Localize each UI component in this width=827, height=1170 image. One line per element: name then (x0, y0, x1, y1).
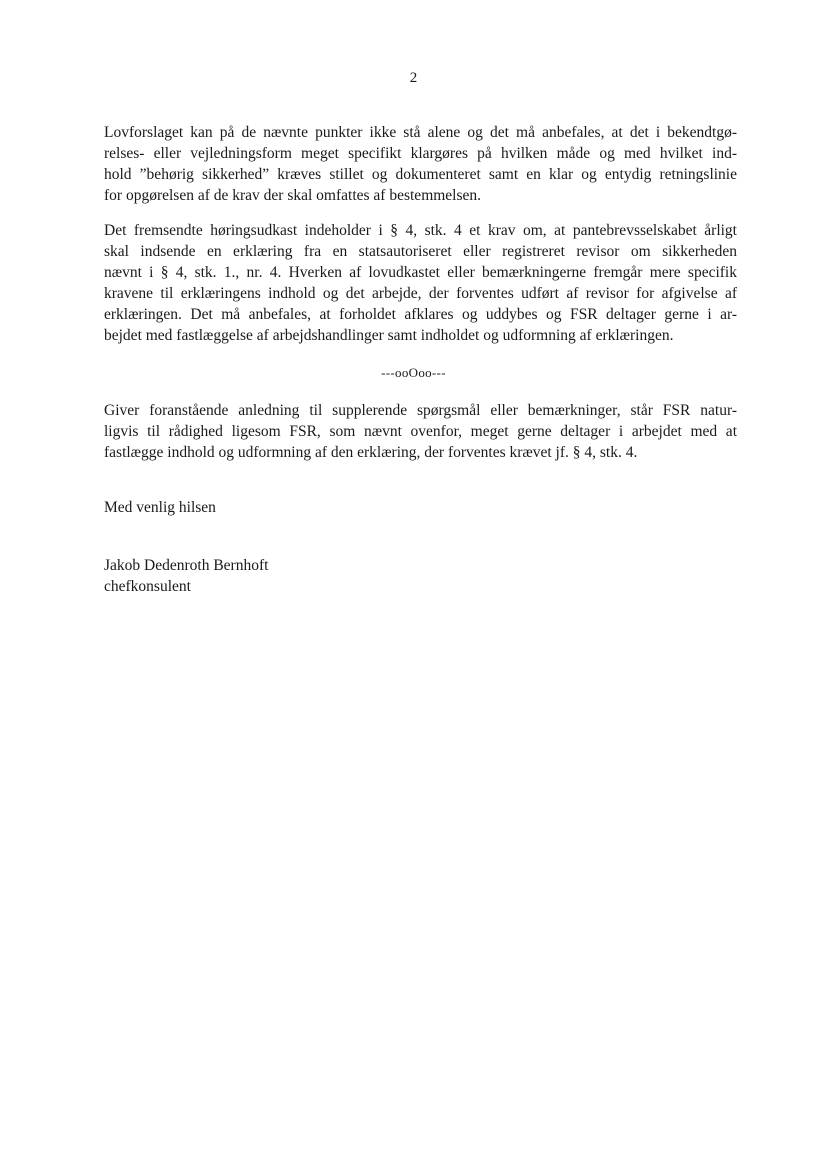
section-separator: ---ooOoo--- (381, 365, 446, 380)
text-line: Det fremsendte høringsudkast indeholder i § 4, stk. 4 et krav om, at pantebrevsselskabet årligt (104, 222, 737, 239)
text-line: nævnt i § 4, stk. 1., nr. 4. Hverken af lovudkastet eller bemærkningerne fremgår mere specifik (104, 264, 737, 281)
signature-name: Jakob Dedenroth Bernhoft (104, 557, 269, 574)
text-line: fastlægge indhold og udformning af den erklæring, der forventes krævet jf. § 4, stk. 4. (104, 444, 638, 461)
page-number: 2 (409, 70, 418, 86)
text-line: bejdet med fastlæggelse af arbejdshandlinger samt indholdet og udformning af erklæringen. (104, 327, 674, 344)
text-line: ligvis til rådighed ligesom FSR, som nævnt ovenfor, meget gerne deltager i arbejdet med at (104, 423, 737, 440)
text-line: Lovforslaget kan på de nævnte punkter ikke stå alene og det må anbefales, at det i bekendtgø- (104, 124, 737, 141)
text-line: Giver foranstående anledning til supplerende spørgsmål eller bemærkninger, står FSR natur- (104, 402, 737, 419)
text-line: hold ”behørig sikkerhed” kræves stillet og dokumenteret samt en klar og entydig retningslinie (104, 166, 737, 183)
signature-title: chefkonsulent (104, 578, 191, 595)
paragraph-closing-remarks (104, 400, 737, 463)
text-line: kravene til erklæringens indhold og det arbejde, der forventes udført af revisor for afgivelse af (104, 285, 737, 302)
text-line: relses- eller vejledningsform meget specifikt klargøres på hvilken måde og med hvilket ind- (104, 145, 737, 162)
paragraph-recommendation (104, 122, 737, 206)
closing-greeting: Med venlig hilsen (104, 499, 216, 516)
paragraph-auditor-statement (104, 220, 737, 346)
text-line: erklæringen. Det må anbefales, at forholdet afklares og uddybes og FSR deltager gerne i ar- (104, 306, 737, 323)
text-line: skal indsende en erklæring fra en statsautoriseret eller registreret revisor om sikkerheden (104, 243, 737, 260)
text-line: for opgørelsen af de krav der skal omfattes af bestemmelsen. (104, 187, 482, 204)
